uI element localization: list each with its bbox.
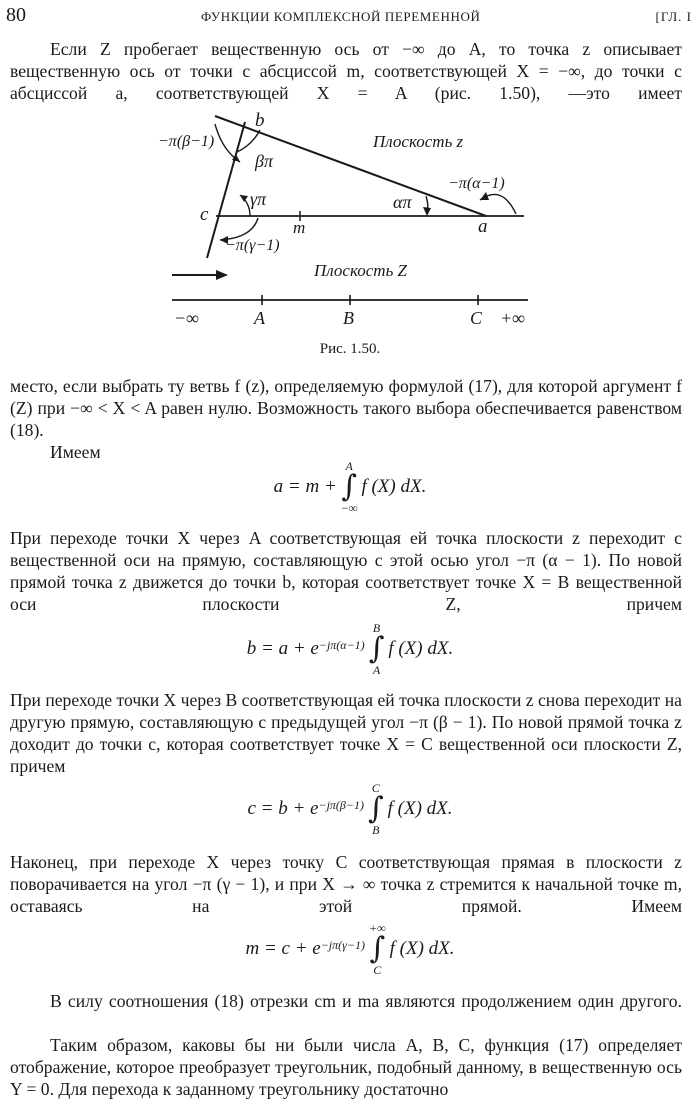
- integral-sign: ∫: [367, 791, 384, 826]
- figure-caption: Рис. 1.50.: [319, 341, 381, 357]
- label-plane-z: Плоскость z: [373, 132, 464, 151]
- label-gamma-pi: γπ: [250, 189, 267, 209]
- label-b: b: [255, 110, 265, 131]
- eq4-lower: C: [373, 963, 382, 977]
- eq4-upper: +∞: [368, 921, 386, 935]
- equation-b: [0, 618, 700, 680]
- figure-1-50: [0, 108, 700, 338]
- integral-sign: ∫: [341, 469, 357, 504]
- eq1-lower: −∞: [340, 501, 358, 515]
- eq4-lhs: m = c + e: [245, 938, 321, 959]
- paragraph-through-C: Наконец, при переходе X через точку C соответствующая прямая в плоскости z поворачивается на угол −π (γ − 1), и при X → ∞ точка z стремится к начальной точке m, оставаясь на этой прямой. Имеем: [10, 852, 682, 916]
- running-title: ФУНКЦИИ КОМПЛЕКСНОЙ ПЕРЕМЕННОЙ: [201, 9, 481, 24]
- chapter-label: [ГЛ. I: [655, 9, 692, 24]
- arrow-head: [216, 270, 228, 280]
- integral-2: [369, 622, 385, 676]
- label-neg-inf: −∞: [174, 308, 199, 328]
- eq2-lower: A: [372, 663, 381, 677]
- label-pos-inf: +∞: [500, 308, 525, 328]
- label-ext-beta: −π(β−1): [158, 133, 215, 150]
- eq2-rhs: f (X) dX.: [388, 638, 454, 659]
- label-a: a: [478, 216, 488, 237]
- eq3-rhs: f (X) dX.: [387, 798, 453, 819]
- paragraph-branch: место, если выбрать ту ветвь f (z), определяемую формулой (17), для которой аргумент f (Z) при −∞ < X < A равен нулю. Возможность такого выбора обеспечивается равенством (18).: [10, 376, 682, 440]
- integral-sign: ∫: [368, 631, 385, 666]
- equation-m: [0, 916, 700, 982]
- label-B: B: [343, 308, 354, 328]
- eq4-exponent: −jπ(γ−1): [320, 937, 365, 952]
- paragraph-through-B: При переходе точки X через B соответствующая ей точка плоскости z снова переходит на другую прямую, составляющую с предыдущей угол −π (β − 1). По новой прямой точка z доходит до точки c, которая соответствует точке X = C вещественной оси плоскости Z, причем: [10, 690, 682, 776]
- eq3-lhs: c = b + e: [247, 798, 319, 819]
- eq2-upper: B: [372, 621, 381, 635]
- eq3-lower: B: [372, 823, 380, 837]
- equation-c: [0, 778, 700, 840]
- paragraph-continuation: В силу соотношения (18) отрезки cm и ma являются продолжением один другого.: [50, 991, 682, 1011]
- paragraph-imeem-1: Имеем: [50, 442, 101, 462]
- label-C: C: [470, 308, 483, 328]
- label-plane-Z: Плоскость Z: [314, 261, 408, 280]
- eq4-rhs: f (X) dX.: [389, 938, 455, 959]
- label-c: c: [200, 204, 209, 225]
- label-beta-pi: βπ: [255, 151, 273, 171]
- integral-sign: ∫: [369, 931, 386, 966]
- eq3-upper: C: [371, 781, 380, 795]
- label-ext-alpha: −π(α−1): [448, 175, 505, 192]
- paragraph-through-A: При переходе точки X через A соответствующая ей точка плоскости z переходит с вещественной оси на прямую, составляющую с этой осью угол −π (α − 1). По новой прямой точка z движется до точки b, которая соответствует точке X = B вещественной оси плоскости Z, причем: [10, 528, 682, 614]
- eq1-lhs: a = m +: [273, 476, 337, 497]
- integral-4: [369, 922, 386, 976]
- eq1-upper: A: [345, 459, 353, 473]
- label-m: m: [293, 218, 306, 237]
- eq2-exponent: −jπ(α−1): [318, 637, 365, 652]
- running-header: [6, 4, 692, 26]
- paragraph-conclusion: Таким образом, каковы бы ни были числа A, B, C, функция (17) определяет отображение, которое преобразует треугольник, подобный данному, в вещественную ось Y = 0. Для перехода к заданному треугольнику достаточно: [10, 1035, 682, 1099]
- integral-3: [368, 782, 384, 836]
- integral-1: [341, 460, 358, 514]
- label-A: A: [254, 308, 265, 328]
- page-number: 80: [6, 4, 26, 26]
- equation-a: [0, 456, 700, 518]
- eq2-lhs: b = a + e: [246, 638, 319, 659]
- eq3-exponent: −jπ(β−1): [318, 797, 364, 812]
- label-alpha-pi: απ: [393, 192, 412, 212]
- paragraph-intro: Если Z пробегает вещественную ось от −∞ до A, то точка z описывает вещественную ось от точки с абсциссой m, соответствующей X = −∞, до точки с абсциссой a, соответствующей X = A (рис. 1.50), —это имеет: [10, 39, 682, 103]
- eq1-rhs: f (X) dX.: [361, 476, 427, 497]
- label-ext-gamma: −π(γ−1): [225, 237, 280, 254]
